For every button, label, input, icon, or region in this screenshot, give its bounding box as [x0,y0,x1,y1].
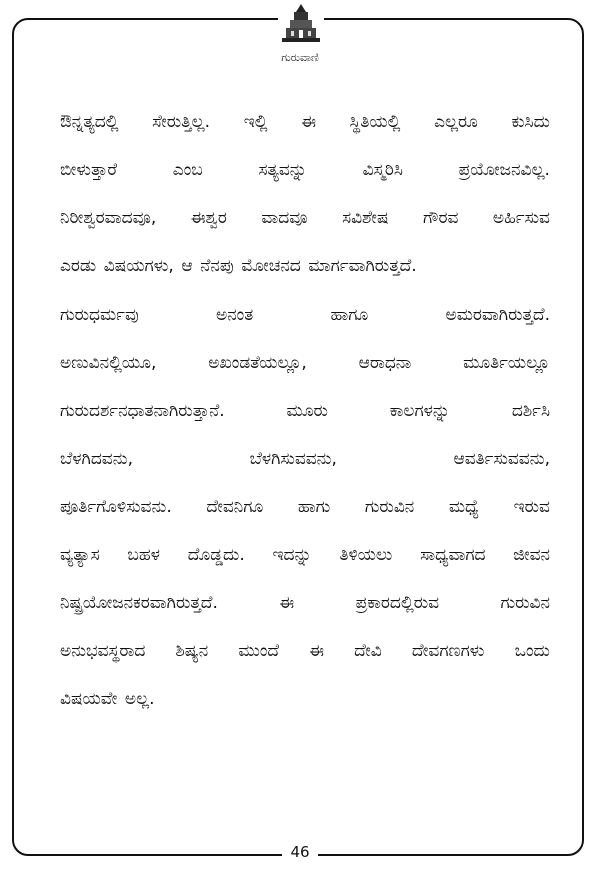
word: ಆವರ್ತಿಸುವವನು, [453,449,550,469]
word: ಜೀವನ [513,545,550,565]
word: ಅನಂತ [216,305,254,325]
word: ಗೌರವ [422,208,459,228]
text-line [60,675,550,723]
text-line [60,579,550,627]
word: ಆ [181,256,193,276]
word: ಬೆಳಗಿದವನು, [60,449,133,469]
text-line [60,291,550,339]
word: ದೇವನಿಗೂ [206,497,264,517]
word: ಪ್ರಯೋಜನವಿಲ್ಲ. [458,160,550,180]
word: ಇದನ್ನು [272,545,312,565]
word: ನಿಷ್ಪ್ರಯೋಜನಕರವಾಗಿರುತ್ತದೆ. [60,593,218,613]
word: ಅಲ್ಲ. [124,689,155,709]
word: ಗುರುದರ್ಶನಧಾತನಾಗಿರುತ್ತಾನೆ. [60,401,225,421]
word: ಬಹಳ [127,545,160,565]
word: ಗುರುವಿನ [500,593,550,613]
header-title: ಗುರುವಾಣಿ [281,51,319,64]
word: ಮೋಚನದ [241,256,301,276]
word: ಶಿಷ್ಯನ [175,641,209,661]
word: ಅರ್ಹಿಸುವ [492,208,550,228]
word: ಎಲ್ಲರೂ [434,112,478,132]
text-line [60,627,550,675]
word: ವಿಷಯವೇ [60,689,118,709]
word: ವಿಸ್ಮರಿಸಿ [362,160,403,180]
word: ಔನ್ನತ್ಯದಲ್ಲಿ [60,112,119,132]
word: ಮಾರ್ಗವಾಗಿರುತ್ತದೆ. [308,256,417,276]
word: ಮೂರ್ತಿಯಲ್ಲೂ [463,353,550,373]
word: ವಿಷಯಗಳು, [103,256,174,276]
word: ಇರುವ [513,497,550,517]
word: ಮುಂದೆ [238,641,280,661]
text-line [60,194,550,242]
text-line [60,339,550,387]
word: ಹಾಗು [297,497,331,517]
word: ದೊಡ್ಡದು. [187,545,245,565]
text-line [60,387,550,435]
word: ಪೂರ್ತಿಗೊಳಿಸುವನು. [60,497,172,517]
word: ಪ್ರಕಾರದಲ್ಲಿರುವ [355,593,440,613]
word: ಅಮರವಾಗಿರುತ್ತದೆ. [445,305,550,325]
word: ನೆನಪು [200,256,234,276]
word: ಮಧ್ಯೆ [448,497,480,517]
word: ಆರಾಧನಾ [358,353,412,373]
word: ಸತ್ಯವನ್ನು [258,160,307,180]
word: ಈ [309,641,325,661]
word: ಅನುಭವಸ್ಥರಾದ [60,641,146,661]
word: ಈಶ್ವರ [190,208,227,228]
word: ವಾದವೂ [261,208,308,228]
word: ಬೀಳುತ್ತಾರೆ [60,160,118,180]
word: ಎರಡು [60,256,97,276]
word: ನಿರೀಶ್ವರವಾದವೂ, [60,208,157,228]
paragraph-2 [60,291,550,723]
word: ಸವಿಶೇಷ [342,208,389,228]
word: ಬೆಳಗಿಸುವವನು, [249,449,337,469]
word: ಗುರುಧರ್ಮವು [60,305,139,325]
word: ಸ್ಥಿತಿಯಲ್ಲಿ [349,112,401,132]
word: ಎಂಬ [172,160,203,180]
word: ಈ [279,593,295,613]
word: ಅಖಂಡತೆಯಲ್ಲೂ, [208,353,307,373]
word: ತಿಳಿಯಲು [339,545,393,565]
word: ಕುಸಿದು [511,112,550,132]
word: ಅಣುವಿನಲ್ಲಿಯೂ, [60,353,157,373]
word: ಒಂದು [514,641,550,661]
word: ಮೂರು [286,401,328,421]
text-line [60,242,550,290]
word: ದೇವಗಣಗಳು [411,641,485,661]
temple-logo-icon [278,4,324,44]
text-line [60,98,550,146]
word: ದರ್ಶಿಸಿ [511,401,550,421]
word: ಗುರುವಿನ [364,497,415,517]
text-line [60,435,550,483]
word: ಸಾಧ್ಯವಾಗದ [420,545,486,565]
page-number: 46 [282,843,317,861]
word: ವ್ಯತ್ಯಾಸ [60,545,100,565]
word: ಇಲ್ಲಿ [243,112,268,132]
text-line [60,146,550,194]
text-line [60,531,550,579]
paragraph-1 [60,98,550,290]
word: ಹಾಗೂ [330,305,369,325]
text-line [60,483,550,531]
word: ದೇವಿ [354,641,382,661]
word: ಕಾಲಗಳನ್ನು [389,401,451,421]
word: ಈ [301,112,316,132]
word: ಸೇರುತ್ತಿಲ್ಲ. [152,112,211,132]
